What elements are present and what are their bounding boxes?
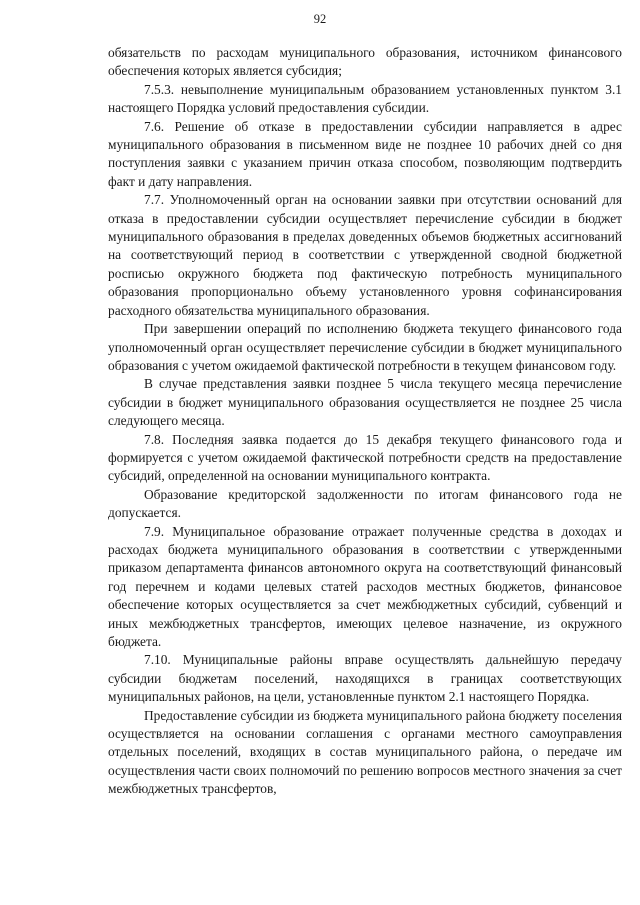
paragraph-7-6: 7.6. Решение об отказе в предоставлении субсидии направляется в адрес муниципального образования в письменном виде не позднее 10 рабочих дней со дня поступления заявки с указанием причин отказа способом, позволяющим подтвердить факт и дату направления. <box>108 118 622 189</box>
paragraph-7-5-3: 7.5.3. невыполнение муниципальным образованием установленных пунктом 3.1 настоящего Порядка условий предоставления субсидии. <box>108 81 622 116</box>
paragraph-7-7: 7.7. Уполномоченный орган на основании заявки при отсутствии оснований для отказа в предоставлении субсидии осуществляет перечисление субсидии в бюджет муниципального образования в пределах доведенных объемов бюджетных ассигнований на соответствующий период в соответствии с утвержденной сводной бюджетной росписью окружного бюджета под фактическую потребность муниципального образования пропорционально объему установленного уровня софинансирования расходного обязательства муниципального образования. <box>108 192 622 318</box>
document-body <box>108 44 622 799</box>
paragraph-continuation: обязательств по расходам муниципального образования, источником финансового обеспечения которых является субсидия; <box>108 45 622 79</box>
paragraph-payables: Образование кредиторской задолженности по итогам финансового года не допускается. <box>108 486 622 521</box>
paragraph-7-10: 7.10. Муниципальные районы вправе осуществлять дальнейшую передачу субсидии бюджетам поселений, находящихся в границах соответствующих муниципальных районов, на цели, установленные пунктом 2.1 настоящего Порядка. <box>108 652 622 705</box>
paragraph-end-of-year-transfer: При завершении операций по исполнению бюджета текущего финансового года уполномоченный орган осуществляет перечисление субсидии в бюджет муниципального образования с учетом ожидаемой фактической потребности в текущем финансовом году. <box>108 321 622 373</box>
paragraph-late-application: В случае представления заявки позднее 5 числа текущего месяца перечисление субсидии в бюджет муниципального образования осуществляется не позднее 25 числа следующего месяца. <box>108 376 622 429</box>
paragraph-subsidy-to-settlements: Предоставление субсидии из бюджета муниципального района бюджету поселения осуществляется на основании соглашения с органами местного самоуправления отдельных поселений, входящих в состав муниципального района, о передаче им осуществления части своих полномочий по решению вопросов местного значения за счет межбюджетных трансфертов, <box>108 707 622 797</box>
paragraph-7-8: 7.8. Последняя заявка подается до 15 декабря текущего финансового года и формируется с учетом ожидаемой фактической потребности средств на предоставление субсидий, определенной на основании муниципального контракта. <box>108 431 622 484</box>
page-number: 92 <box>313 12 327 26</box>
paragraph-7-9: 7.9. Муниципальное образование отражает полученные средства в доходах и расходах бюджета муниципального образования в соответствии с утвержденными приказом департамента финансов автономного округа на соответствующий финансовый год перечнем и кодами целевых статей расходов местных бюджетов, финансовое обеспечение которых осуществляется за счет межбюджетных субсидий, субвенций и иных межбюджетных трансфертов, имеющих целевое назначение, из окружного бюджета. <box>108 523 622 649</box>
